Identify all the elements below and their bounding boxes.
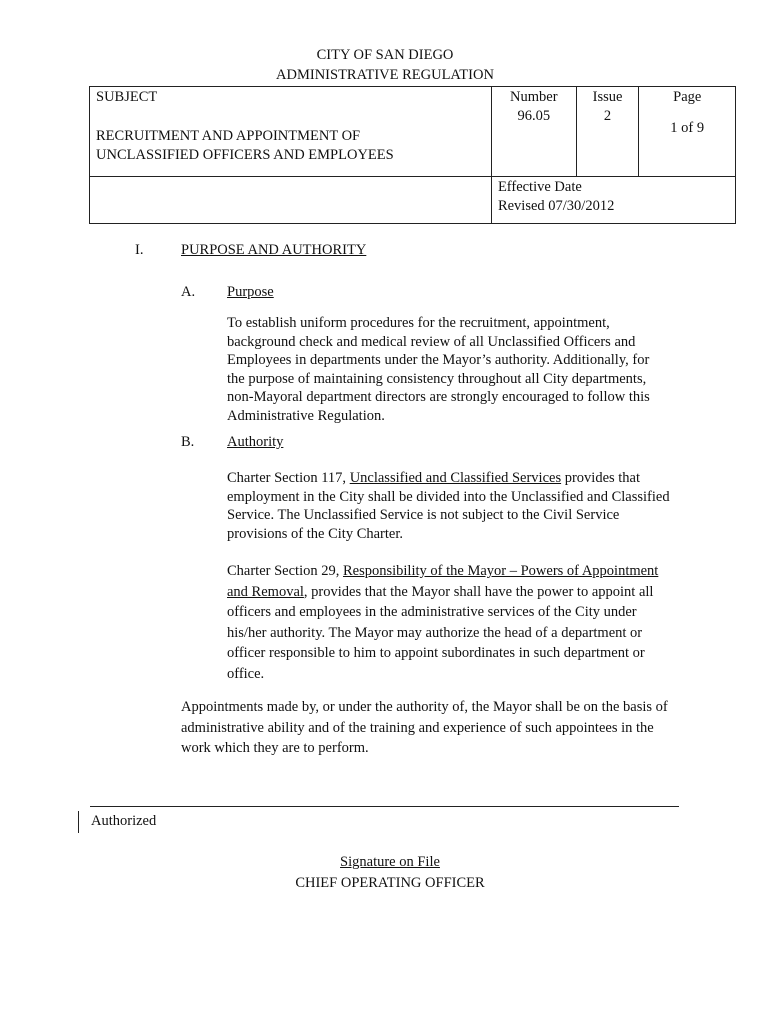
effective-date-value: Revised 07/30/2012	[497, 198, 615, 214]
subject-bottom-cell	[90, 177, 492, 224]
signature-title: CHIEF OPERATING OFFICER	[295, 875, 485, 891]
purpose-letter: A.	[181, 284, 196, 300]
appointments-line: administrative ability and of the training and experience of such appointees in the	[181, 719, 654, 736]
charter-117-prefix: Charter Section 117,	[227, 470, 350, 486]
authority-title: Authority	[227, 434, 284, 450]
charter-29-paragraph	[227, 561, 707, 684]
section-title: PURPOSE AND AUTHORITY	[181, 242, 367, 258]
appointments-line: work which they are to perform.	[181, 740, 369, 756]
issue-value: 2	[603, 108, 612, 124]
subject-line-2: UNCLASSIFIED OFFICERS AND EMPLOYEES	[96, 147, 394, 163]
appointments-line: Appointments made by, or under the authority of, the Mayor shall be on the basis of	[181, 699, 668, 715]
number-cell	[491, 87, 576, 177]
authorized-label: Authorized	[91, 813, 157, 829]
change-bar	[78, 811, 79, 833]
page-cell	[639, 87, 736, 177]
regulation-title: ADMINISTRATIVE REGULATION	[276, 67, 494, 83]
charter-29-link: Responsibility of the Mayor – Powers of Appointment	[342, 563, 659, 579]
purpose-line: non-Mayoral department directors are strongly encouraged to follow this	[227, 389, 650, 405]
purpose-line: Administrative Regulation.	[227, 407, 385, 424]
number-value: 96.05	[517, 108, 551, 124]
subject-label: SUBJECT	[96, 89, 158, 105]
charter-29-prefix: Charter Section 29,	[227, 563, 343, 579]
appointments-paragraph	[181, 697, 721, 759]
charter-29-suffix: , provides that the Mayor shall have the power to appoint all	[303, 583, 654, 600]
page-label: Page	[673, 89, 702, 105]
charter-29-line: officers and employees in the administrative services of the City under	[227, 604, 637, 620]
signature-divider	[90, 806, 679, 807]
section-numeral: I.	[135, 242, 144, 258]
charter-29-link-cont: and Removal	[227, 583, 304, 600]
charter-117-link: Unclassified and Classified Services	[349, 470, 562, 486]
charter-29-line: his/her authority. The Mayor may authorize the head of a department or	[227, 624, 643, 641]
subject-cell	[90, 87, 492, 177]
purpose-line: Employees in departments under the Mayor’s authority. Additionally, for	[227, 352, 650, 368]
charter-117-suffix: provides that	[561, 470, 641, 486]
subject-line-1: RECRUITMENT AND APPOINTMENT OF	[96, 128, 361, 144]
effective-date-label: Effective Date	[497, 179, 582, 195]
purpose-line: To establish uniform procedures for the recruitment, appointment,	[227, 315, 610, 331]
charter-117-paragraph	[227, 469, 707, 543]
charter-117-line: employment in the City shall be divided into the Unclassified and Classified	[227, 488, 670, 505]
charter-29-line: officer responsible to him to appoint subordinates in such department or	[227, 645, 645, 661]
issue-cell	[576, 87, 639, 177]
signature-on-file: Signature on File	[340, 854, 440, 870]
number-label: Number	[510, 89, 558, 105]
charter-29-line: office.	[227, 665, 265, 682]
purpose-title: Purpose	[227, 284, 274, 300]
effective-date-cell	[491, 177, 735, 224]
charter-117-line: Service. The Unclassified Service is not subject to the Civil Service	[227, 507, 620, 523]
charter-117-line: provisions of the City Charter.	[227, 525, 403, 542]
authority-letter: B.	[181, 434, 195, 450]
purpose-line: the purpose of maintaining consistency throughout all City departments,	[227, 370, 647, 387]
regulation-header-box	[89, 86, 736, 224]
purpose-paragraph	[227, 314, 697, 425]
issue-label: Issue	[592, 89, 623, 105]
purpose-line: background check and medical review of all Unclassified Officers and	[227, 333, 636, 350]
page-value: 1 of 9	[670, 120, 705, 136]
city-title: CITY OF SAN DIEGO	[316, 47, 454, 63]
